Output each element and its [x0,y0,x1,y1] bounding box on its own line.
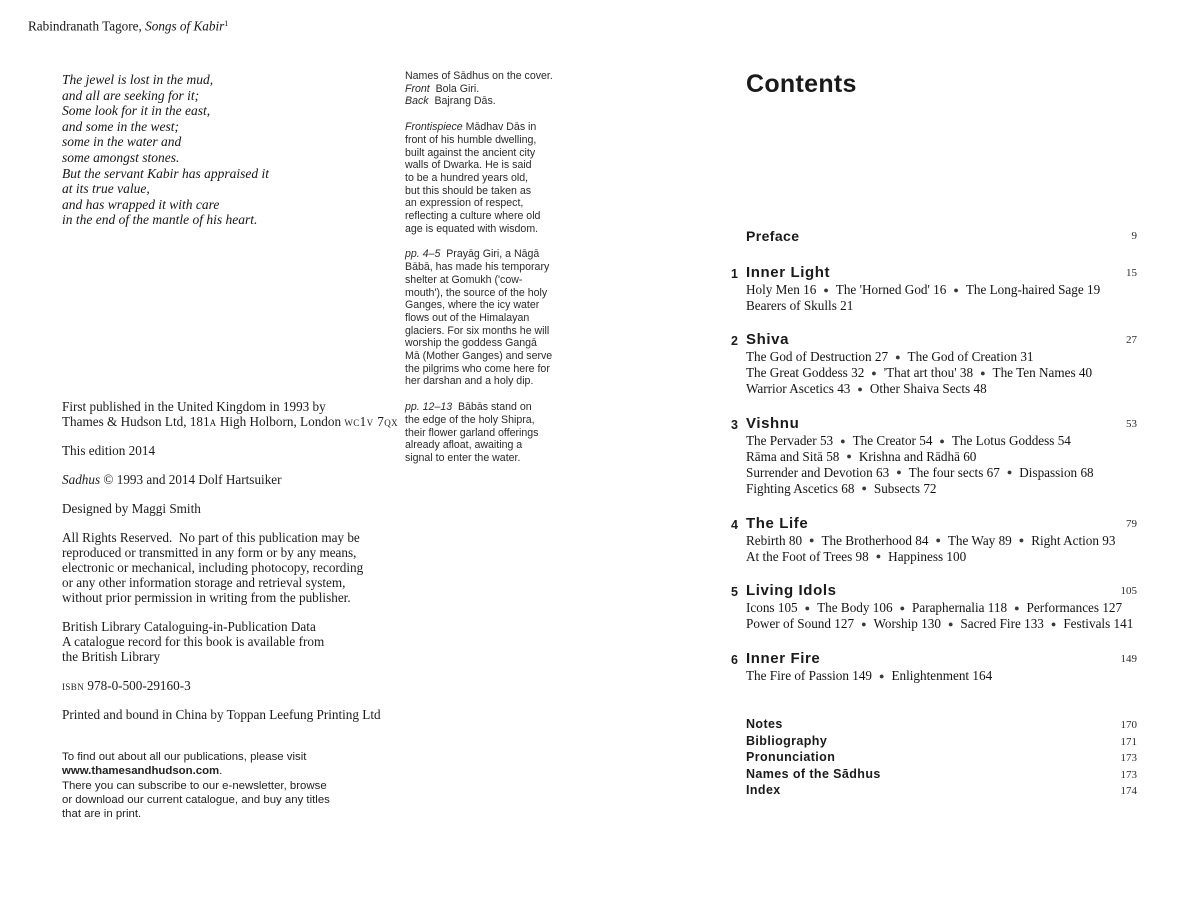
caption-line: shelter at Gomukh ('cow- [405,273,523,286]
chapter-number: 2 [731,334,738,349]
section-item: At the Foot of Trees 98 [746,548,869,564]
front-matter-label: Preface [746,228,800,244]
page-number: 173 [1120,752,1137,765]
toc-front-matter-entry [731,227,1137,246]
section-line [746,616,1137,632]
chapter-heading [746,331,1137,349]
bullet-separator-icon: ● [861,483,867,494]
imprint-line: or download our current catalogue, and buy any titles [62,793,330,806]
section-item: The Ten Names 40 [992,365,1093,381]
caption-line: signal to enter the water. [405,451,521,464]
imprint-line: First published in the United Kingdom in 1993 by [62,399,326,414]
section-line [746,381,1137,397]
section-line [746,349,1137,365]
section-line [746,298,1137,313]
page-number: 174 [1120,785,1137,798]
chapter-sections [746,349,1137,397]
caption-line: the edge of the holy Shipra, [405,413,535,426]
imprint-paragraph [62,472,407,487]
section-line [746,365,1137,381]
section-item: Right Action 93 [1031,532,1116,548]
toc-chapter-entry [731,264,1137,313]
page-number: 27 [1126,334,1137,347]
section-item: Dispassion 68 [1019,464,1094,480]
caption-line: built against the ancient city [405,146,536,159]
imprint-line: Printed and bound in China by Toppan Leefung Printing Ltd [62,707,381,722]
back-matter-label: Notes [746,717,783,731]
section-item: Performances 127 [1026,600,1123,616]
section-item: Holy Men 16 [746,282,817,297]
page-number: 149 [1120,653,1137,666]
imprint-line: the British Library [62,649,161,664]
photo-captions [405,70,570,478]
caption-paragraph [405,70,570,108]
section-item: The Body 106 [817,600,893,616]
section-item: The Creator 54 [852,433,933,449]
imprint-line: Designed by Maggi Smith [62,501,201,516]
section-item: Worship 130 [873,616,941,632]
section-item: Rāma and Sitā 58 [746,448,840,464]
chapter-heading [746,415,1137,433]
caption-line: Ganges, where the icy water [405,299,540,312]
chapter-heading [746,264,1137,282]
toc-chapter-entry [731,650,1137,684]
caption-line: flows out of the Himalayan [405,311,530,324]
section-item: Other Shaiva Sects 48 [869,381,987,397]
imprint-paragraph [62,678,407,693]
bullet-separator-icon: ● [857,383,863,394]
bullet-separator-icon: ● [895,351,901,362]
poem-line: and some in the west; [62,118,179,134]
section-item: Power of Sound 127 [746,616,855,632]
imprint-paragraph [62,707,407,722]
caption-line: reflecting a culture where old [405,210,541,223]
poem-line: some in the water and [62,134,182,150]
section-line [746,282,1137,298]
toc-chapter-entry [731,582,1137,632]
imprint-line: www.thamesandhudson.com. [62,765,223,778]
section-item: The Brotherhood 84 [821,532,929,548]
chapter-sections [746,433,1137,497]
chapter-number: 6 [731,653,738,668]
chapter-heading [746,650,1137,668]
poem-line: But the servant Kabir has appraised it [62,165,269,181]
chapter-title: Vishnu [746,415,800,433]
caption-line: Mā (Mother Ganges) and serve [405,350,553,363]
back-matter-label: Bibliography [746,733,828,748]
imprint-paragraph [62,530,407,605]
section-line [746,433,1137,449]
imprint-line: Thames & Hudson Ltd, 181a High Holborn, London wc1v 7qx [62,414,399,429]
section-item: The Way 89 [947,532,1012,548]
bullet-separator-icon: ● [804,602,811,613]
entry-head [746,227,1137,246]
chapter-number: 1 [731,267,738,281]
bullet-separator-icon: ● [1006,467,1013,478]
bullet-separator-icon: ● [861,618,867,629]
section-item: Bearers of Skulls 21 [746,297,854,313]
section-item: The Pervader 53 [746,433,834,449]
page-number: 173 [1120,768,1137,781]
section-item: Icons 105 [746,600,798,616]
imprint-line: without prior permission in writing from the publisher. [62,590,351,605]
imprint-paragraph [62,750,407,821]
section-item: Enlightenment 164 [891,668,993,684]
caption-paragraph [405,121,570,235]
bullet-separator-icon: ● [871,367,877,378]
caption-line: but this should be taken as [405,184,532,197]
section-line [746,533,1137,549]
bullet-separator-icon: ● [1018,535,1025,546]
chapter-number: 4 [731,517,738,532]
poem-attribution: Rabindranath Tagore, Songs of Kabir$^1$ [28,18,229,34]
section-item: Happiness 100 [888,548,967,564]
section-line [746,549,1137,565]
chapter-title: Shiva [746,331,790,349]
page-number: 53 [1126,418,1137,431]
back-matter-label: Pronunciation [746,750,836,765]
section-item: The 'Horned God' 16 [835,282,947,297]
imprint-paragraph [62,443,407,458]
back-matter-label: Index [746,783,781,798]
section-line [746,449,1137,465]
caption-line: already afloat, awaiting a [405,439,523,452]
caption-line: Front Bola Giri. [405,82,480,95]
bullet-separator-icon: ● [875,551,882,562]
bullet-separator-icon: ● [980,367,986,378]
bullet-separator-icon: ● [953,284,959,295]
caption-paragraph [405,248,570,388]
caption-line: to be a hundred years old, [405,171,529,184]
caption-line: an expression of respect, [405,197,524,210]
imprint-block [62,399,407,835]
chapter-sections [746,600,1137,632]
poem-line: some amongst stones. [62,149,180,165]
section-item: Paraphernalia 118 [912,600,1008,616]
caption-line: pp. 4–5 Prayāg Giri, a Nāgā [405,248,540,261]
imprint-line: To find out about all our publications, please visit [62,751,307,763]
section-line [746,668,1137,684]
poem-line: and has wrapped it with care [62,196,220,212]
caption-line: age is equated with wisdom. [405,222,539,235]
book-spread [0,16,1200,904]
section-item: Surrender and Devotion 63 [746,464,890,480]
caption-line: Back Bajrang Dās. [405,95,496,108]
back-matter-row [731,717,1137,734]
caption-line: Bābā, has made his temporary [405,261,550,274]
bullet-separator-icon: ● [935,535,941,546]
bullet-separator-icon: ● [846,451,852,462]
section-item: Sacred Fire 133 [960,616,1044,632]
bullet-separator-icon: ● [879,670,885,681]
page-number: 79 [1126,517,1137,530]
bullet-separator-icon: ● [896,467,902,478]
bullet-separator-icon: ● [809,535,815,546]
imprint-line: This edition 2014 [62,443,156,458]
chapter-title: Inner Light [746,264,831,281]
section-item: Warrior Ascetics 43 [746,381,851,397]
poem [62,72,407,228]
page-number: 171 [1120,735,1137,748]
toc-chapter-entry [731,331,1137,397]
poem-line: at its true value, [62,181,150,197]
bullet-separator-icon: ● [1014,602,1020,613]
bullet-separator-icon: ● [947,618,954,629]
caption-line: walls of Dwarka. He is said [405,159,532,172]
section-item: Festivals 141 [1063,616,1134,632]
toc-chapter-entry [731,515,1137,565]
section-item: Krishna and Rādhā 60 [858,448,977,464]
chapter-title: Living Idols [746,582,837,600]
page-number: 15 [1126,267,1137,279]
imprint-line: Sadhus © 1993 and 2014 Dolf Hartsuiker [62,472,282,487]
chapter-sections [746,533,1137,565]
section-item: 'That art thou' 38 [883,365,974,381]
caption-line: worship the goddess Gangā [405,337,537,350]
bullet-separator-icon: ● [840,435,846,446]
caption-line: glaciers. For six months he will [405,324,550,337]
imprint-paragraph [62,399,407,429]
back-matter-row [731,767,1137,784]
caption-line: front of his humble dwelling, [405,133,537,146]
back-matter-row [731,734,1137,751]
caption-line: the pilgrims who come here for [405,362,550,375]
caption-paragraph [405,401,570,465]
section-item: Subsects 72 [873,480,937,496]
imprint-paragraph [62,501,407,516]
imprint-line: electronic or mechanical, including photocopy, recording [62,560,364,575]
chapter-number: 3 [731,418,738,433]
chapter-sections [746,668,1137,684]
caption-line: pp. 12–13 Bābās stand on [405,401,532,414]
back-matter-row [731,783,1137,800]
chapter-title: Inner Fire [746,650,821,668]
chapter-number: 5 [731,585,738,600]
section-line [746,600,1137,616]
bullet-separator-icon: ● [1050,618,1057,629]
bullet-separator-icon: ● [823,284,829,295]
section-item: The God of Creation 31 [907,349,1034,365]
chapter-heading [746,515,1137,533]
poem-line: in the end of the mantle of his heart. [62,212,258,228]
section-item: The Lotus Goddess 54 [951,433,1071,449]
back-matter-label: Names of the Sādhus [746,766,881,781]
table-of-contents [731,227,1137,702]
section-item: Fighting Ascetics 68 [746,480,855,496]
imprint-line: isbn 978-0-500-29160-3 [62,678,191,693]
caption-line: their flower garland offerings [405,426,539,439]
section-item: The Long-haired Sage 19 [965,282,1101,297]
back-matter-list [731,717,1137,800]
bullet-separator-icon: ● [899,602,905,613]
section-item: The Great Goddess 32 [746,365,865,381]
section-line [746,481,1137,497]
section-item: The God of Destruction 27 [746,349,889,365]
caption-line: mouth'), the source of the holy [405,286,548,299]
contents-title: Contents [746,70,857,98]
page-number: 9 [1131,230,1137,242]
caption-line: Names of Sādhus on the cover. [405,70,553,82]
chapter-heading [746,582,1137,600]
section-item: Rebirth 80 [746,532,803,548]
imprint-line: British Library Cataloguing-in-Publication Data [62,619,316,634]
caption-line: her darshan and a holy dip. [405,375,534,388]
contents-page [731,16,1137,904]
section-line [746,465,1137,481]
imprint-line: reproduced or transmitted in any form or by any means, [62,545,357,560]
chapter-sections [746,282,1137,313]
chapter-title: The Life [746,514,809,532]
page-number: 105 [1120,585,1137,598]
imprint-line: that are in print. [62,808,142,821]
imprint-line: All Rights Reserved. No part of this publication may be [62,530,360,545]
poem-line: and all are seeking for it; [62,87,200,103]
imprint-line: There you can subscribe to our e-newsletter, browse [62,779,327,792]
imprint-line: or any other information storage and retrieval system, [62,575,346,590]
bullet-separator-icon: ● [939,435,945,446]
page-number: 170 [1120,719,1137,731]
section-item: The four sects 67 [908,464,1000,480]
imprint-line: A catalogue record for this book is available from [62,634,325,649]
back-matter-row [731,750,1137,767]
toc-chapter-entry [731,415,1137,497]
imprint-paragraph [62,619,407,664]
caption-line: Frontispiece Mādhav Dās in [405,121,537,134]
poem-line: Some look for it in the east, [62,103,211,119]
poem-line: The jewel is lost in the mud, [62,72,214,87]
section-item: The Fire of Passion 149 [746,668,873,684]
